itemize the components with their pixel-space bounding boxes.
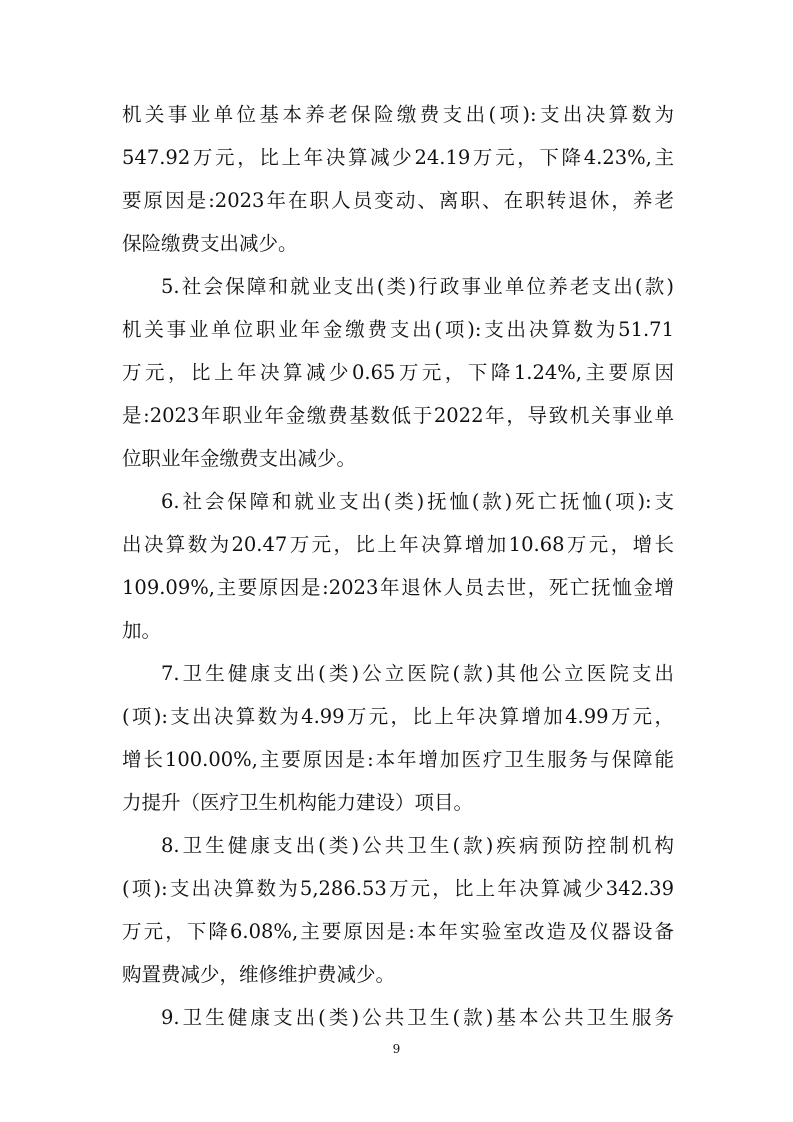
text-line: 109.09%,主要原因是:2023年退休人员去世，死亡抚恤金增 [122, 576, 674, 599]
text-line: 要原因是:2023年在职人员变动、离职、在职转退休，养老 [122, 189, 674, 212]
text-line: 万元，比上年决算减少0.65万元，下降1.24%,主要原因 [122, 361, 674, 384]
paragraph-start-6: 6.社会保障和就业支出(类)抚恤(款)死亡抚恤(项):支 [161, 490, 674, 513]
text-line: 547.92万元，比上年决算减少24.19万元，下降4.23%,主 [122, 146, 674, 169]
page-number: 9 [392, 1042, 401, 1056]
paragraph-start-7: 7.卫生健康支出(类)公立医院(款)其他公立医院支出 [161, 662, 674, 685]
text-line: 力提升（医疗卫生机构能力建设）项目。 [122, 791, 474, 814]
text-line: 机关事业单位基本养老保险缴费支出(项):支出决算数为 [122, 103, 674, 126]
text-line: 增长100.00%,主要原因是:本年增加医疗卫生服务与保障能 [122, 748, 674, 771]
text-line: 是:2023年职业年金缴费基数低于2022年，导致机关事业单 [122, 404, 674, 427]
text-line: 机关事业单位职业年金缴费支出(项):支出决算数为51.71 [122, 318, 674, 341]
paragraph-start-8: 8.卫生健康支出(类)公共卫生(款)疾病预防控制机构 [161, 834, 674, 857]
paragraph-start-9: 9.卫生健康支出(类)公共卫生(款)基本公共卫生服务 [161, 1006, 674, 1029]
text-line: 位职业年金缴费支出减少。 [122, 447, 357, 470]
text-line: 购置费减少，维修维护费减少。 [122, 963, 396, 986]
text-line: 加。 [122, 619, 162, 642]
text-line: (项):支出决算数为4.99万元，比上年决算增加4.99万元， [122, 705, 674, 728]
paragraph-start-5: 5.社会保障和就业支出(类)行政事业单位养老支出(款) [161, 275, 674, 298]
text-line: 万元，下降6.08%,主要原因是:本年实验室改造及仪器设备 [122, 920, 674, 943]
text-line: 出决算数为20.47万元，比上年决算增加10.68万元，增长 [122, 533, 674, 556]
text-line: 保险缴费支出减少。 [122, 232, 298, 255]
text-line: (项):支出决算数为5,286.53万元，比上年决算减少342.39 [122, 877, 674, 900]
